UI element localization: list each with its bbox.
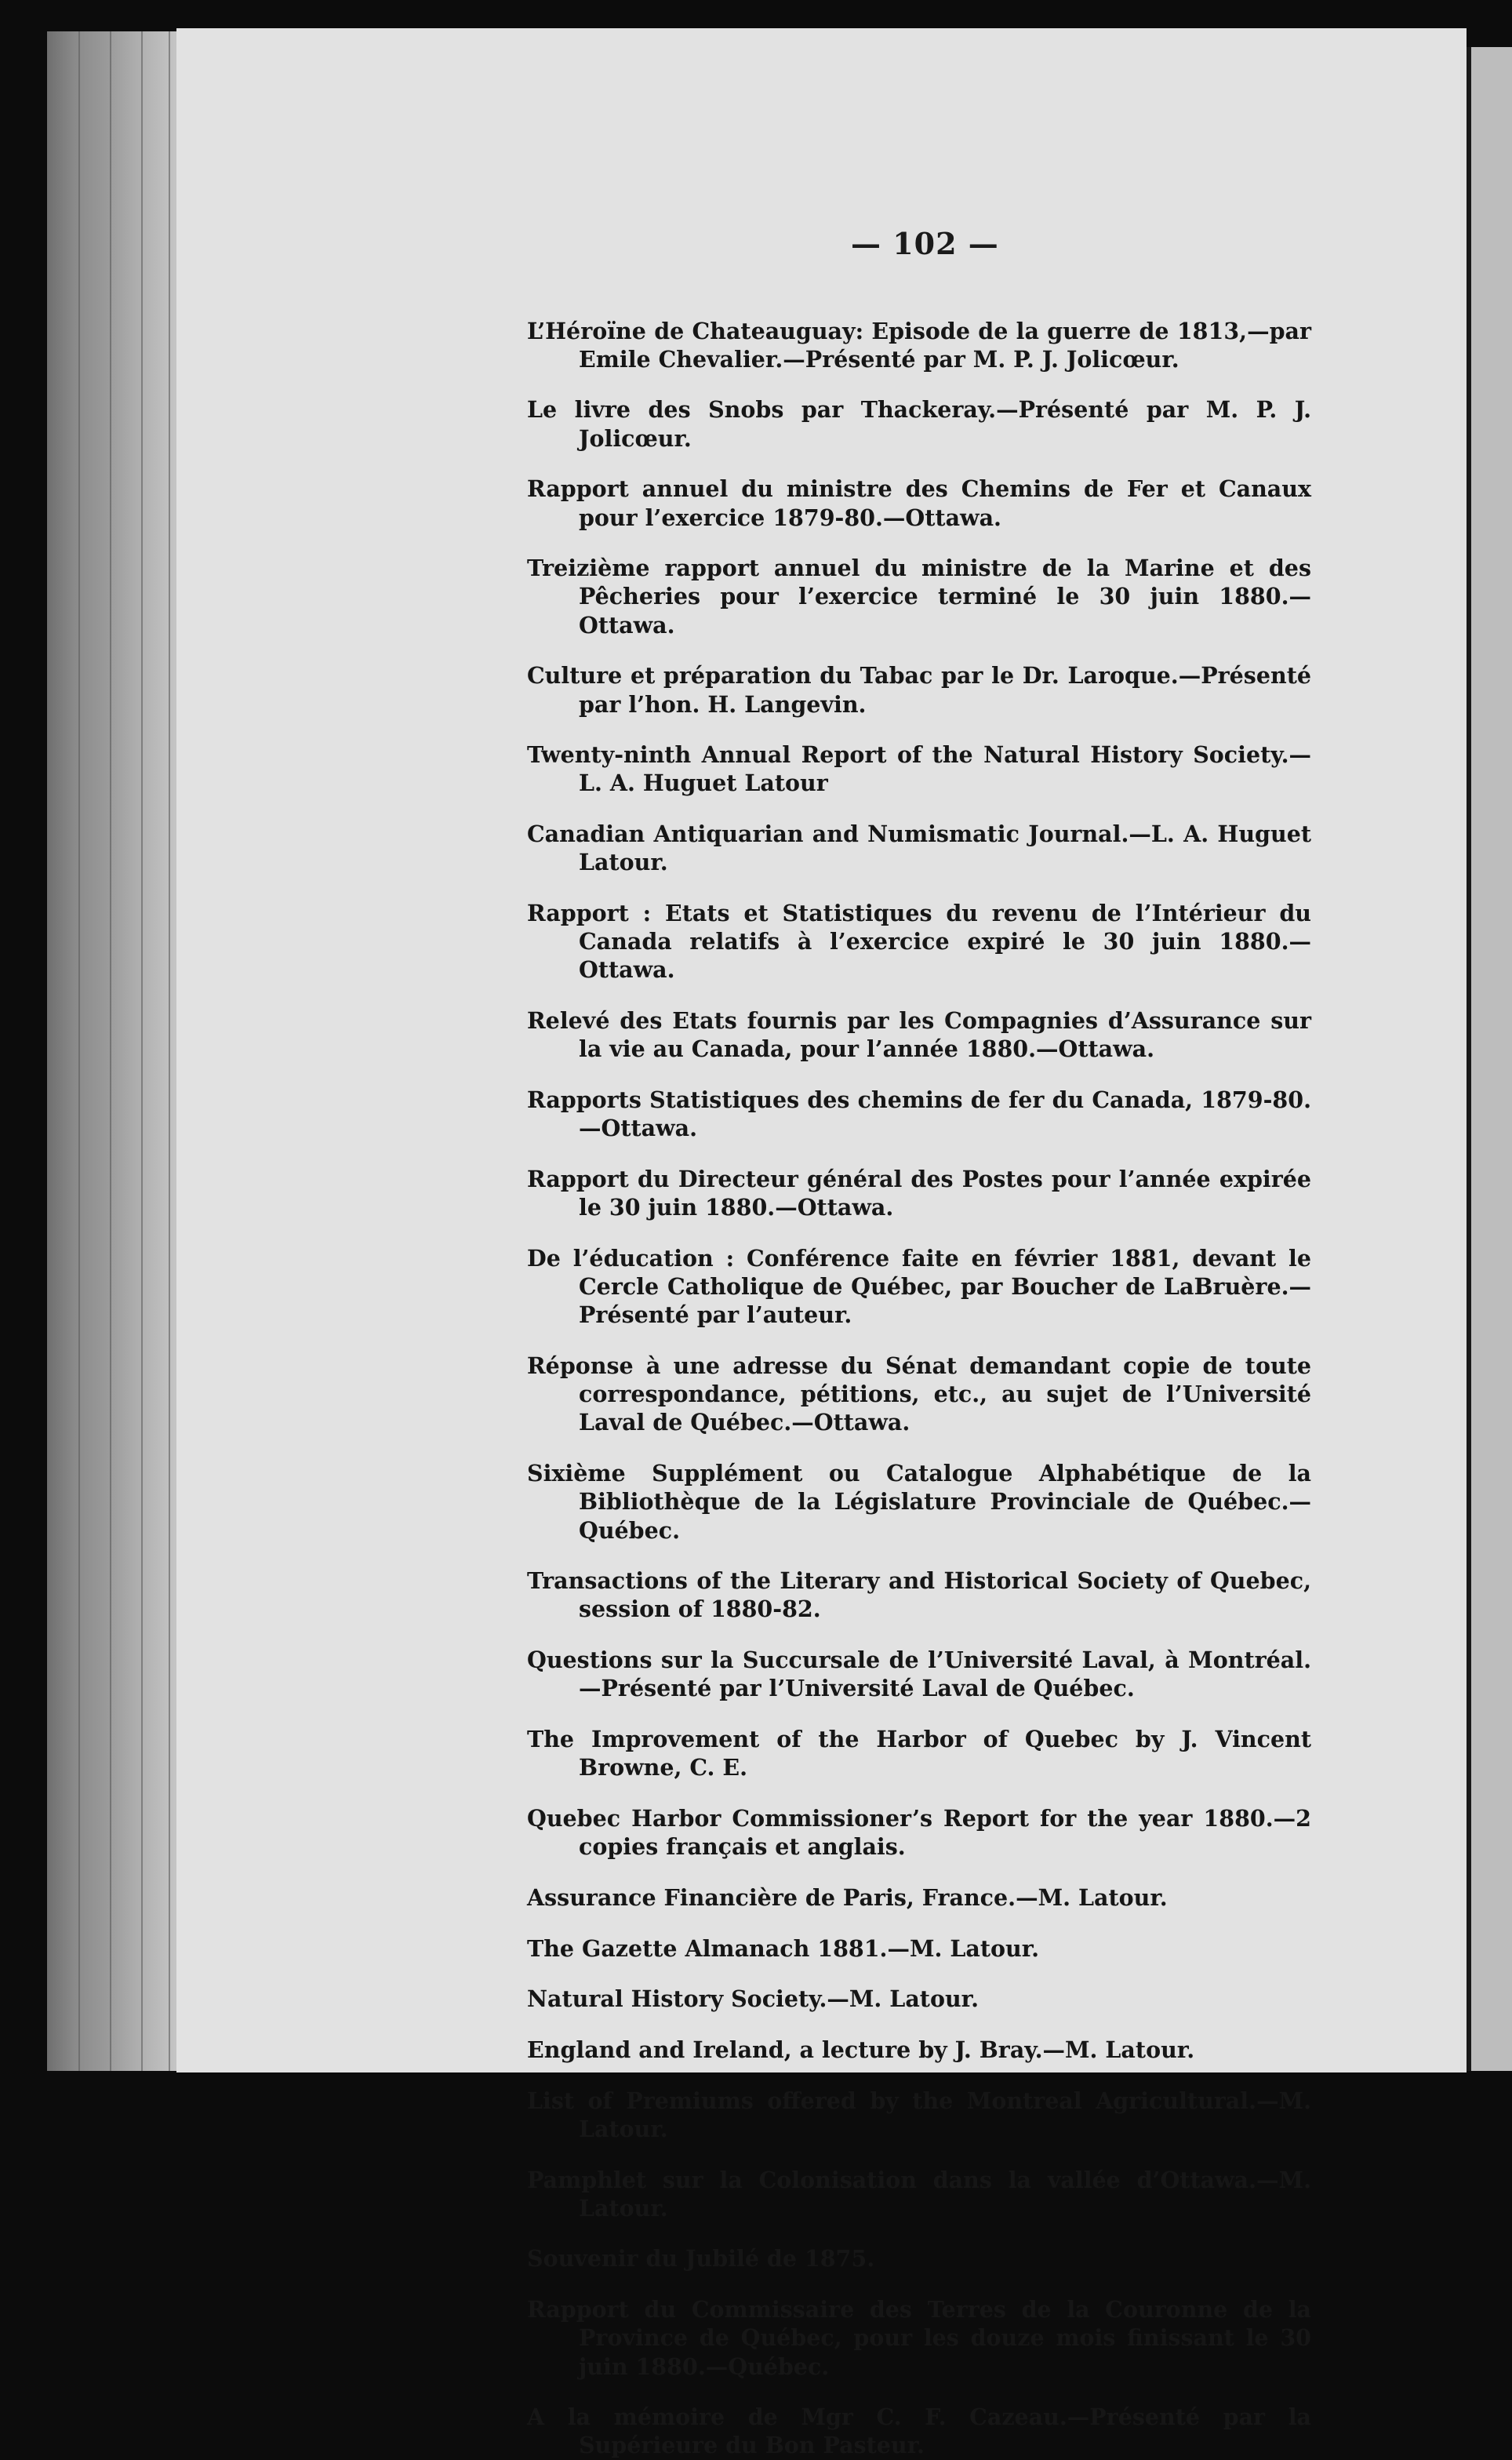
page-number: — 102 — [851,226,999,261]
list-item: Rapport du Commissaire des Terres de la Couronne de la Province de Québec, pour les douze mois finissant le 30 juin 1880.—Québec. [527,2296,1311,2380]
list-item: Natural History Society.—M. Latour. [527,1985,979,2013]
list-item: Rapports Statistiques des chemins de fer du Canada, 1879-80.—Ottawa. [527,1086,1311,1142]
page-edge-line [169,31,170,2071]
list-item: England and Ireland, a lecture by J. Bray.—M. Latour. [527,2036,1195,2063]
list-item: Assurance Financière de Paris, France.—M. Latour. [527,1883,1168,1911]
list-item: List of Premiums offered by the Montreal Agricultural.—M. Latour. [527,2087,1311,2142]
list-item: Culture et préparation du Tabac par le Dr. Laroque.—Présenté par l’hon. H. Langevin. [527,662,1311,718]
page-edge-line [141,31,143,2071]
list-item: A la mémoire de Mgr C. F. Cazeau.—Présenté par la Supérieure du Bon Pasteur. [527,2404,1311,2459]
list-item: Relevé des Etats fournis par les Compagnies d’Assurance sur la vie au Canada, pour l’année 1880.—Ottawa. [527,1007,1311,1063]
list-item: Le livre des Snobs par Thackeray.—Présenté par M. P. J. Jolicœur. [527,396,1311,452]
list-item: Réponse à une adresse du Sénat demandant copie de toute correspondance, pétitions, etc., au sujet de l’Université Laval de Québec.—Ottawa. [527,1352,1311,1436]
list-item: The Gazette Almanach 1881.—M. Latour. [527,1934,1040,1962]
list-item: Souvenir du Jubilé de 1875. [527,2245,875,2273]
next-page-edge [1467,47,1512,2071]
page-edge-line [78,31,80,2071]
list-item: De l’éducation : Conférence faite en février 1881, devant le Cercle Catholique de Québec, par Boucher de LaBruère.—Présenté par l’auteur. [527,1244,1311,1329]
list-item: Rapport annuel du ministre des Chemins de Fer et Canaux pour l’exercice 1879-80.—Ottawa. [527,475,1311,531]
list-item: Canadian Antiquarian and Numismatic Journal.—L. A. Huguet Latour. [527,821,1311,876]
list-item: Pamphlet sur la Colonisation dans la vallée d’Ottawa.—M. Latour. [527,2166,1311,2222]
list-item: Treizième rapport annuel du ministre de la Marine et des Pêcheries pour l’exercice terminé le 30 juin 1880.—Ottawa. [527,555,1311,639]
list-item: Sixième Supplément ou Catalogue Alphabétique de la Bibliothèque de la Législature Provinciale de Québec.—Québec. [527,1460,1311,1544]
list-item: Twenty-ninth Annual Report of the Natural History Society.—L. A. Huguet Latour [527,741,1311,797]
list-item: Rapport du Directeur général des Postes pour l’année expirée le 30 juin 1880.—Ottawa. [527,1165,1311,1221]
list-item: Rapport : Etats et Statistiques du revenu de l’Intérieur du Canada relatifs à l’exercice expiré le 30 juin 1880.—Ottawa. [527,900,1311,984]
list-item: Quebec Harbor Commissioner’s Report for the year 1880.—2 copies français et anglais. [527,1804,1311,1861]
list-item: Transactions of the Literary and Historical Society of Quebec, session of 1880-82. [527,1567,1311,1623]
entry-list [527,294,1311,2460]
book-spine-edges [47,31,184,2071]
list-item: Questions sur la Succursale de l’Université Laval, à Montréal.—Présenté par l’Université Laval de Québec. [527,1647,1311,1702]
list-item: L’Héroïne de Chateauguay: Episode de la guerre de 1813,—par Emile Chevalier.—Présenté par M. P. J. Jolicœur. [527,317,1311,373]
page-edge-line [110,31,111,2071]
list-item: The Improvement of the Harbor of Quebec by J. Vincent Browne, C. E. [527,1726,1311,1781]
